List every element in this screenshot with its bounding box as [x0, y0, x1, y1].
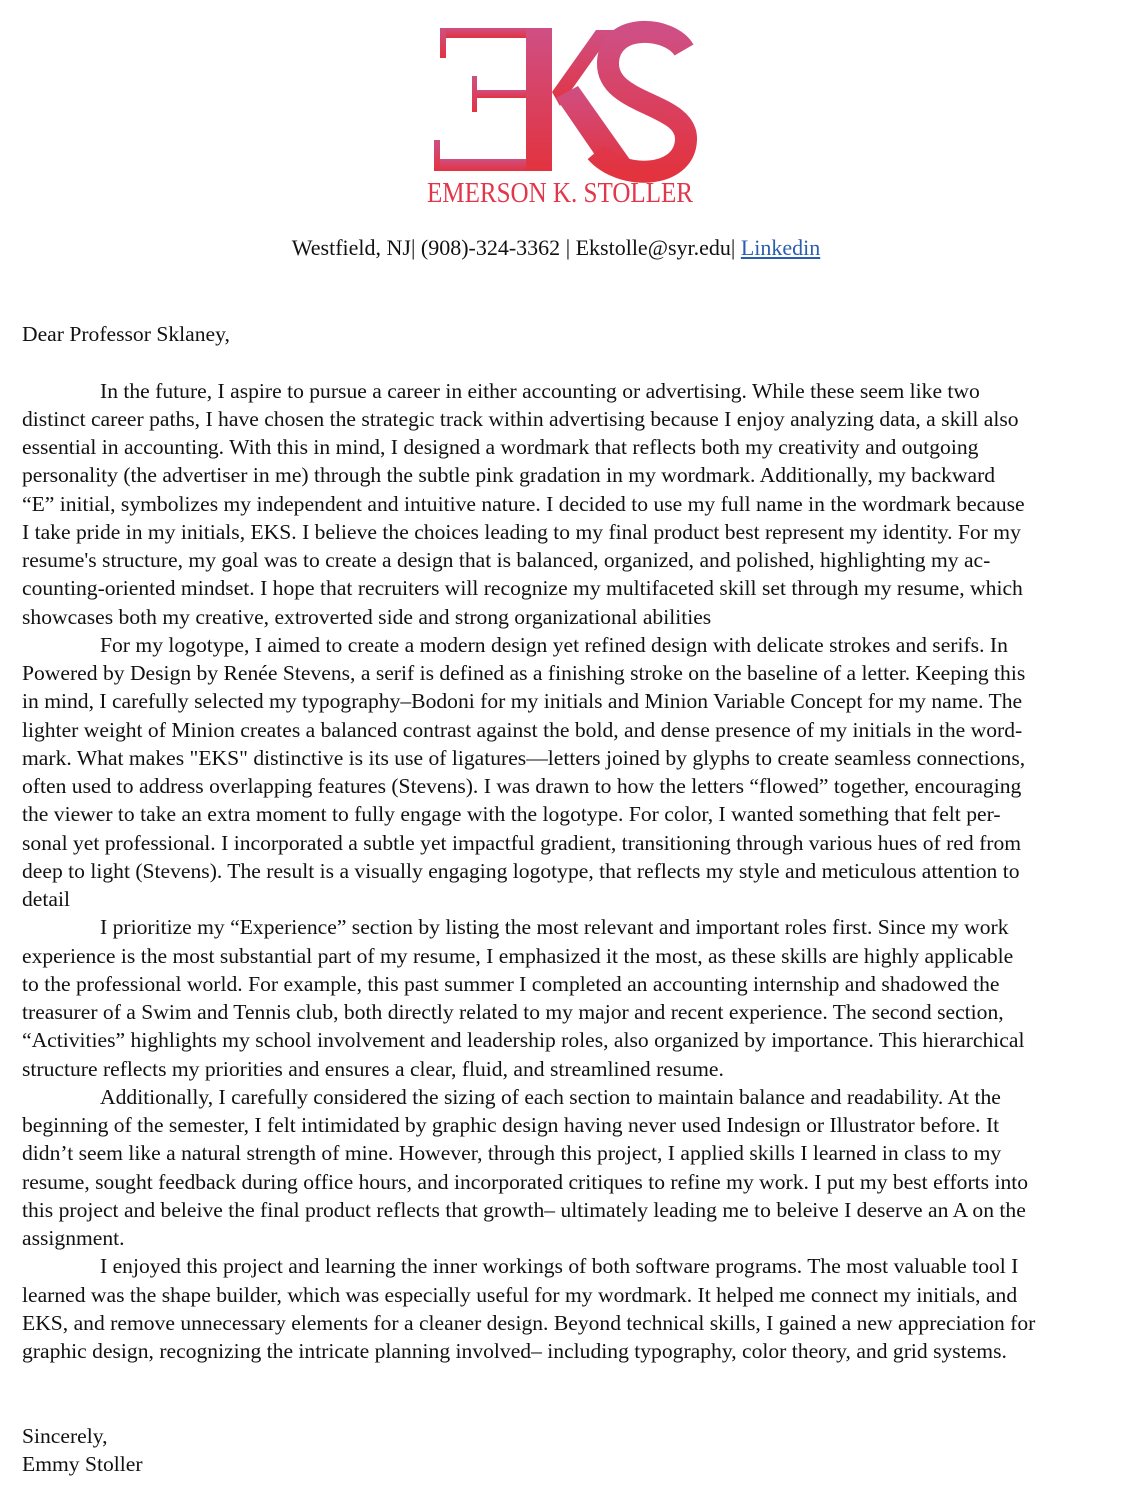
closing: Sincerely, — [22, 1423, 108, 1448]
paragraph-line: detail — [22, 887, 70, 911]
paragraph-line: I enjoyed this project and learning the inner workings of both software programs. The most valuable tool I — [100, 1254, 1019, 1279]
paragraph-line: Additionally, I carefully considered the sizing of each section to maintain balance and readability. At the — [100, 1084, 1001, 1109]
contact-phone: (908)-324-3362 — [420, 235, 561, 260]
paragraph-line: resume's structure, my goal was to create a design that is balanced, organized, and polished, highlighting my ac- — [22, 548, 991, 572]
paragraph — [22, 913, 1122, 1083]
paragraph-line: to the professional world. For example, this past summer I completed an accounting internship and shadowed the — [22, 971, 1000, 996]
paragraph-line: showcases both my creative, extroverted side and strong organizational abilities — [22, 604, 712, 629]
signature: Emmy Stoller — [22, 1452, 143, 1476]
paragraph — [22, 1083, 1122, 1253]
paragraph-line: personality (the advertiser in me) through the subtle pink gradation in my wordmark. Additionally, my backward — [22, 463, 996, 488]
contact-line — [0, 234, 1112, 262]
paragraph-line: In the future, I aspire to pursue a career in either accounting or advertising. While these seem like two — [100, 378, 980, 403]
paragraph-line: lighter weight of Minion creates a balanced contrast against the bold, and dense presence of my initials in the word- — [22, 717, 1023, 742]
paragraph-line: distinct career paths, I have chosen the strategic track within advertising because I enjoy analyzing data, a skill also — [22, 406, 1019, 431]
paragraph-line: assignment. — [22, 1226, 125, 1250]
paragraph-line: “E” initial, symbolizes my independent and intuitive nature. I decided to use my full name in the wordmark because — [22, 491, 1025, 516]
paragraph-line: I prioritize my “Experience” section by listing the most relevant and important roles first. Since my work — [100, 915, 1009, 940]
paragraph-line: learned was the shape builder, which was especially useful for my wordmark. It helped me connect my initials, and — [22, 1282, 1018, 1307]
paragraph-line: mark. What makes "EKS" distinctive is its use of ligatures—letters joined by glyphs to create seamless connections, — [22, 745, 1026, 770]
paragraph-line: the viewer to take an extra moment to fully engage with the logotype. For color, I wanted something that felt per- — [22, 802, 1001, 827]
separator: | — [560, 235, 576, 260]
paragraph-line: experience is the most substantial part of my resume, I emphasized it the most, as these skills are highly applicable — [22, 943, 1014, 968]
paragraph-line: resume, sought feedback during office hours, and incorporated critiques to refine my work. I put my best efforts into — [22, 1169, 1029, 1194]
paragraph-line: I take pride in my initials, EKS. I believe the choices leading to my final product best represent my identity. For my — [22, 519, 1021, 544]
paragraph-line: “Activities” highlights my school involvement and leadership roles, also organized by importance. This hierarchical — [22, 1028, 1025, 1053]
logo-name: EMERSON K. STOLLER — [427, 178, 694, 209]
paragraph-line: didn’t seem like a natural strength of mine. However, through this project, I applied skills I learned in class to my — [22, 1141, 1002, 1166]
paragraph-line: EKS, and remove unnecessary elements for a cleaner design. Beyond technical skills, I gained a new appreciation for — [22, 1310, 1036, 1335]
separator: | — [410, 235, 421, 260]
paragraph-line: in mind, I carefully selected my typography–Bodoni for my initials and Minion Variable Concept for my name. The — [22, 689, 1023, 714]
letter-body — [22, 320, 1122, 1478]
separator: | — [730, 235, 741, 260]
paragraph-line: graphic design, recognizing the intricate planning involved– including typography, color theory, and grid systems. — [22, 1339, 1007, 1363]
linkedin-link[interactable]: Linkedin — [740, 235, 821, 260]
paragraph-line: structure reflects my priorities and ensures a clear, fluid, and streamlined resume. — [22, 1056, 724, 1081]
paragraph-line: essential in accounting. With this in mind, I designed a wordmark that reflects both my creativity and outgoing — [22, 435, 979, 459]
paragraph-line: often used to address overlapping features (Stevens). I was drawn to how the letters “flowed” together, encouraging — [22, 774, 1022, 798]
contact-location: Westfield, NJ — [291, 235, 411, 260]
paragraph-line: For my logotype, I aimed to create a modern design yet refined design with delicate strokes and serifs. In — [100, 632, 1008, 657]
contact-email[interactable]: Ekstolle@syr.edu — [575, 235, 731, 260]
eks-monogram-graphic — [434, 28, 686, 172]
paragraph — [22, 1252, 1122, 1365]
paragraph — [22, 377, 1122, 631]
salutation: Dear Professor Sklaney, — [22, 322, 230, 346]
paragraph-line: beginning of the semester, I felt intimidated by graphic design having never used Indesign or Illustrator before. It — [22, 1113, 1000, 1137]
paragraph-line: Powered by Design by Renée Stevens, a serif is defined as a finishing stroke on the baseline of a letter. Keeping this — [22, 661, 1026, 685]
paragraph-line: this project and beleive the final product reflects that growth– ultimately leading me to beleive I deserve an A on the — [22, 1197, 1026, 1222]
paragraph — [22, 631, 1122, 914]
paragraph-line: deep to light (Stevens). The result is a visually engaging logotype, that reflects my style and meticulous attention to — [22, 858, 1020, 883]
paragraph-line: sonal yet professional. I incorporated a subtle yet impactful gradient, transitioning through various hues of red from — [22, 830, 1022, 855]
eks-logo — [420, 20, 700, 210]
paragraph-line: treasurer of a Swim and Tennis club, both directly related to my major and recent experience. The second section, — [22, 1000, 1004, 1024]
paragraph-line: counting-oriented mindset. I hope that recruiters will recognize my multifaceted skill set through my resume, which — [22, 576, 1023, 601]
